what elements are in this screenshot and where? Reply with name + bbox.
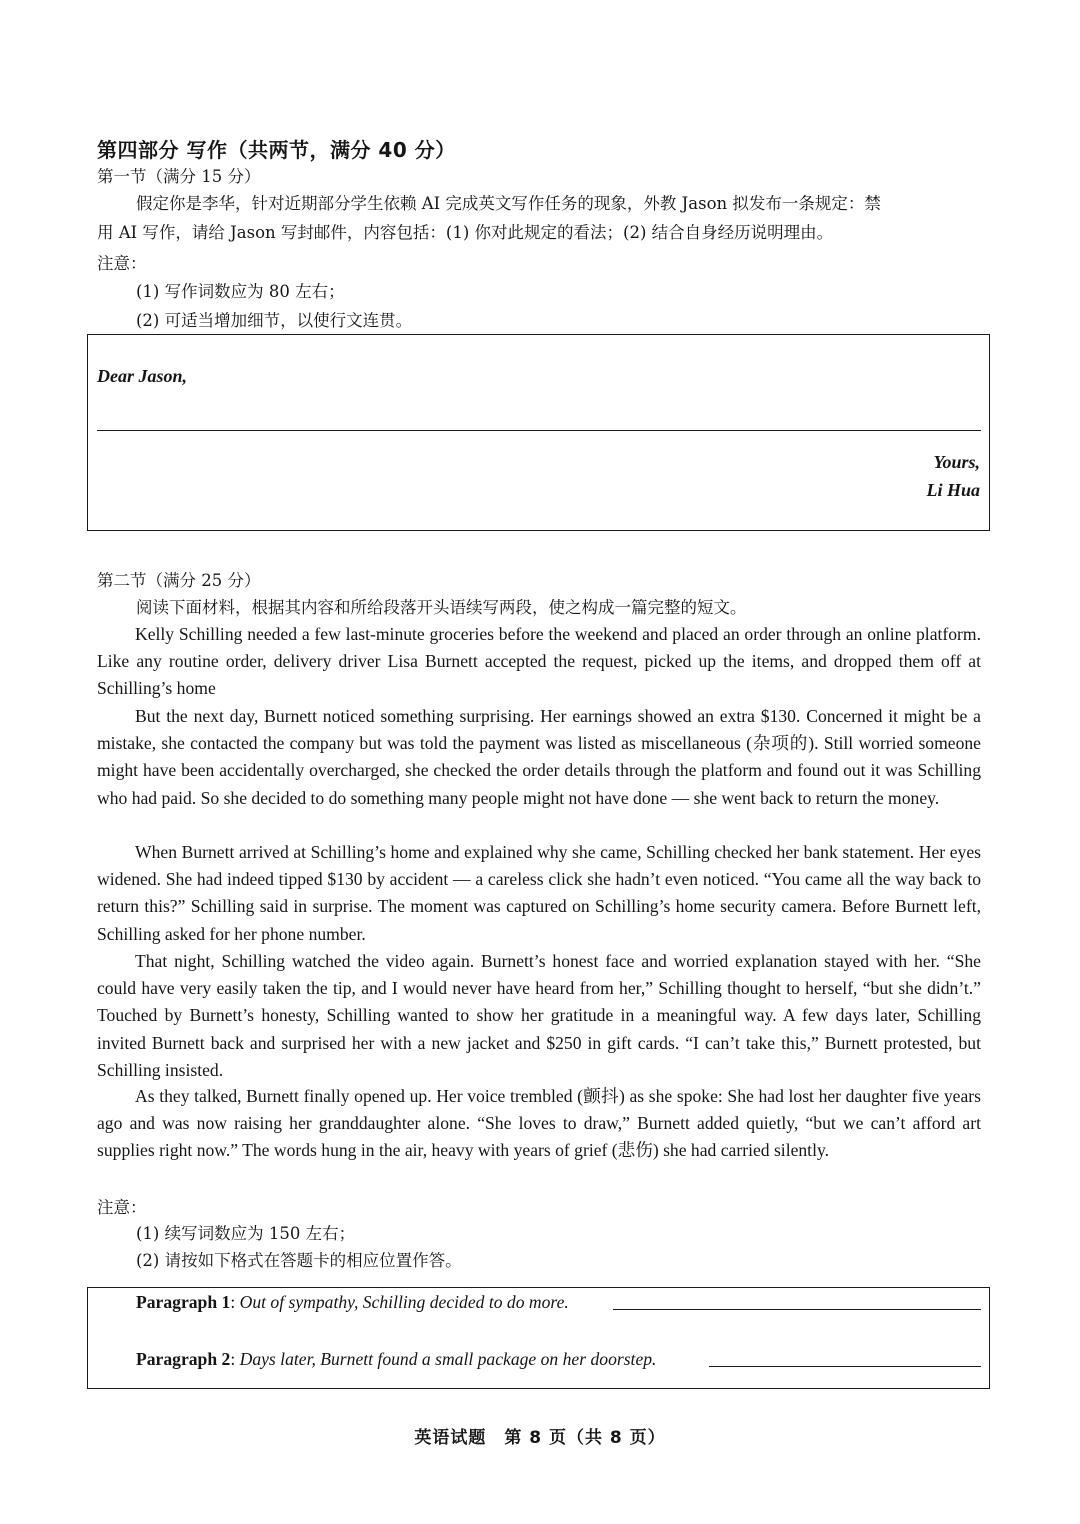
- section1-prompt-line2: 用 AI 写作，请给 Jason 写封邮件，内容包括：(1) 你对此规定的看法；(2) 结合自身经历说明理由。: [97, 223, 834, 242]
- paragraph-1-prompt: Paragraph 1: Out of sympathy, Schilling decided to do more.: [136, 1292, 569, 1312]
- paragraph-2-prompt: Paragraph 2: Days later, Burnett found a small package on her doorstep.: [136, 1349, 657, 1369]
- paragraph-1-label: Paragraph 1: [136, 1292, 231, 1312]
- section1-prompt-line1: 假定你是李华，针对近期部分学生依赖 AI 完成英文写作任务的现象，外教 Jason 拟发布一条规定：禁: [136, 194, 881, 213]
- letter-closing: Yours,: [933, 452, 980, 472]
- section2-instruction: 阅读下面材料，根据其内容和所给段落开头语续写两段，使之构成一篇完整的短文。: [136, 598, 747, 617]
- letter-greeting: Dear Jason,: [97, 366, 188, 386]
- paragraph-2-label: Paragraph 2: [136, 1349, 231, 1369]
- story-paragraph-2: But the next day, Burnett noticed something surprising. Her earnings showed an extra $130. Concerned it might be a mistake, she contacted the company but was told the payment was listed as miscellaneous (杂项的). Still worried someone might have been accidentally overcharged, she checked the order details through the platform and found out it was Schilling who had paid. So she decided to do something many people might not have done — she went back to return the money.: [97, 706, 981, 808]
- section2-notes-label: 注意：: [97, 1198, 147, 1217]
- paragraph-2-blank: [709, 1366, 981, 1367]
- paragraph-2-opening: Days later, Burnett found a small package on her doorstep.: [239, 1349, 657, 1369]
- story-paragraph-5: As they talked, Burnett finally opened up. Her voice trembled (颤抖) as she spoke: She had lost her daughter five years ago and was now raising her granddaughter alone. “She loves to draw,” Burnett added quietly, “but we can’t afford art supplies right now.” The words hung in the air, heavy with years of grief (悲伤) she had carried silently.: [97, 1086, 981, 1161]
- section2-note-2: (2) 请按如下格式在答题卡的相应位置作答。: [136, 1251, 462, 1270]
- section1-note-2: (2) 可适当增加细节，以使行文连贯。: [136, 311, 413, 330]
- story-paragraph-1: Kelly Schilling needed a few last-minute groceries before the weekend and placed an order through an online platform. Like any routine order, delivery driver Lisa Burnett accepted the request, picked up the items, and dropped them off at Schilling’s home: [97, 624, 981, 699]
- page-footer: 英语试题 第 8 页（共 8 页）: [414, 1428, 666, 1448]
- section1-notes-label: 注意：: [97, 254, 147, 273]
- section1-heading: 第一节（满分 15 分）: [97, 167, 261, 186]
- section1-note-1: (1) 写作词数应为 80 左右；: [136, 282, 345, 301]
- story-paragraph-3: When Burnett arrived at Schilling’s home and explained why she came, Schilling checked her bank statement. Her eyes widened. She had indeed tipped $130 by accident — a careless click she hadn’t even noticed. “You came all the way back to return this?” Schilling said in surprise. The moment was captured on Schilling’s home security camera. Before Burnett left, Schilling asked for her phone number.: [97, 842, 981, 944]
- letter-signature: Li Hua: [926, 480, 980, 500]
- section2-note-1: (1) 续写词数应为 150 左右；: [136, 1224, 356, 1243]
- letter-answer-box: [87, 334, 990, 531]
- story-paragraph-4: That night, Schilling watched the video again. Burnett’s honest face and worried explanation stayed with her. “She could have very easily taken the tip, and I would never have heard from her,” Schilling thought to herself, “but she didn’t.” Touched by Burnett’s honesty, Schilling wanted to show her gratitude in a meaningful way. A few days later, Schilling invited Burnett back and surprised her with a new jacket and $250 in gift cards. “I can’t take this,” Burnett protested, but Schilling insisted.: [97, 951, 981, 1080]
- section2-heading: 第二节（满分 25 分）: [97, 571, 261, 590]
- paragraph-1-blank: [613, 1309, 981, 1310]
- paragraph-1-opening: Out of sympathy, Schilling decided to do more.: [239, 1292, 569, 1312]
- letter-writing-line: [97, 430, 981, 431]
- part-title: 第四部分 写作（共两节，满分 40 分）: [97, 138, 456, 162]
- continuation-prompt-box: [87, 1287, 990, 1389]
